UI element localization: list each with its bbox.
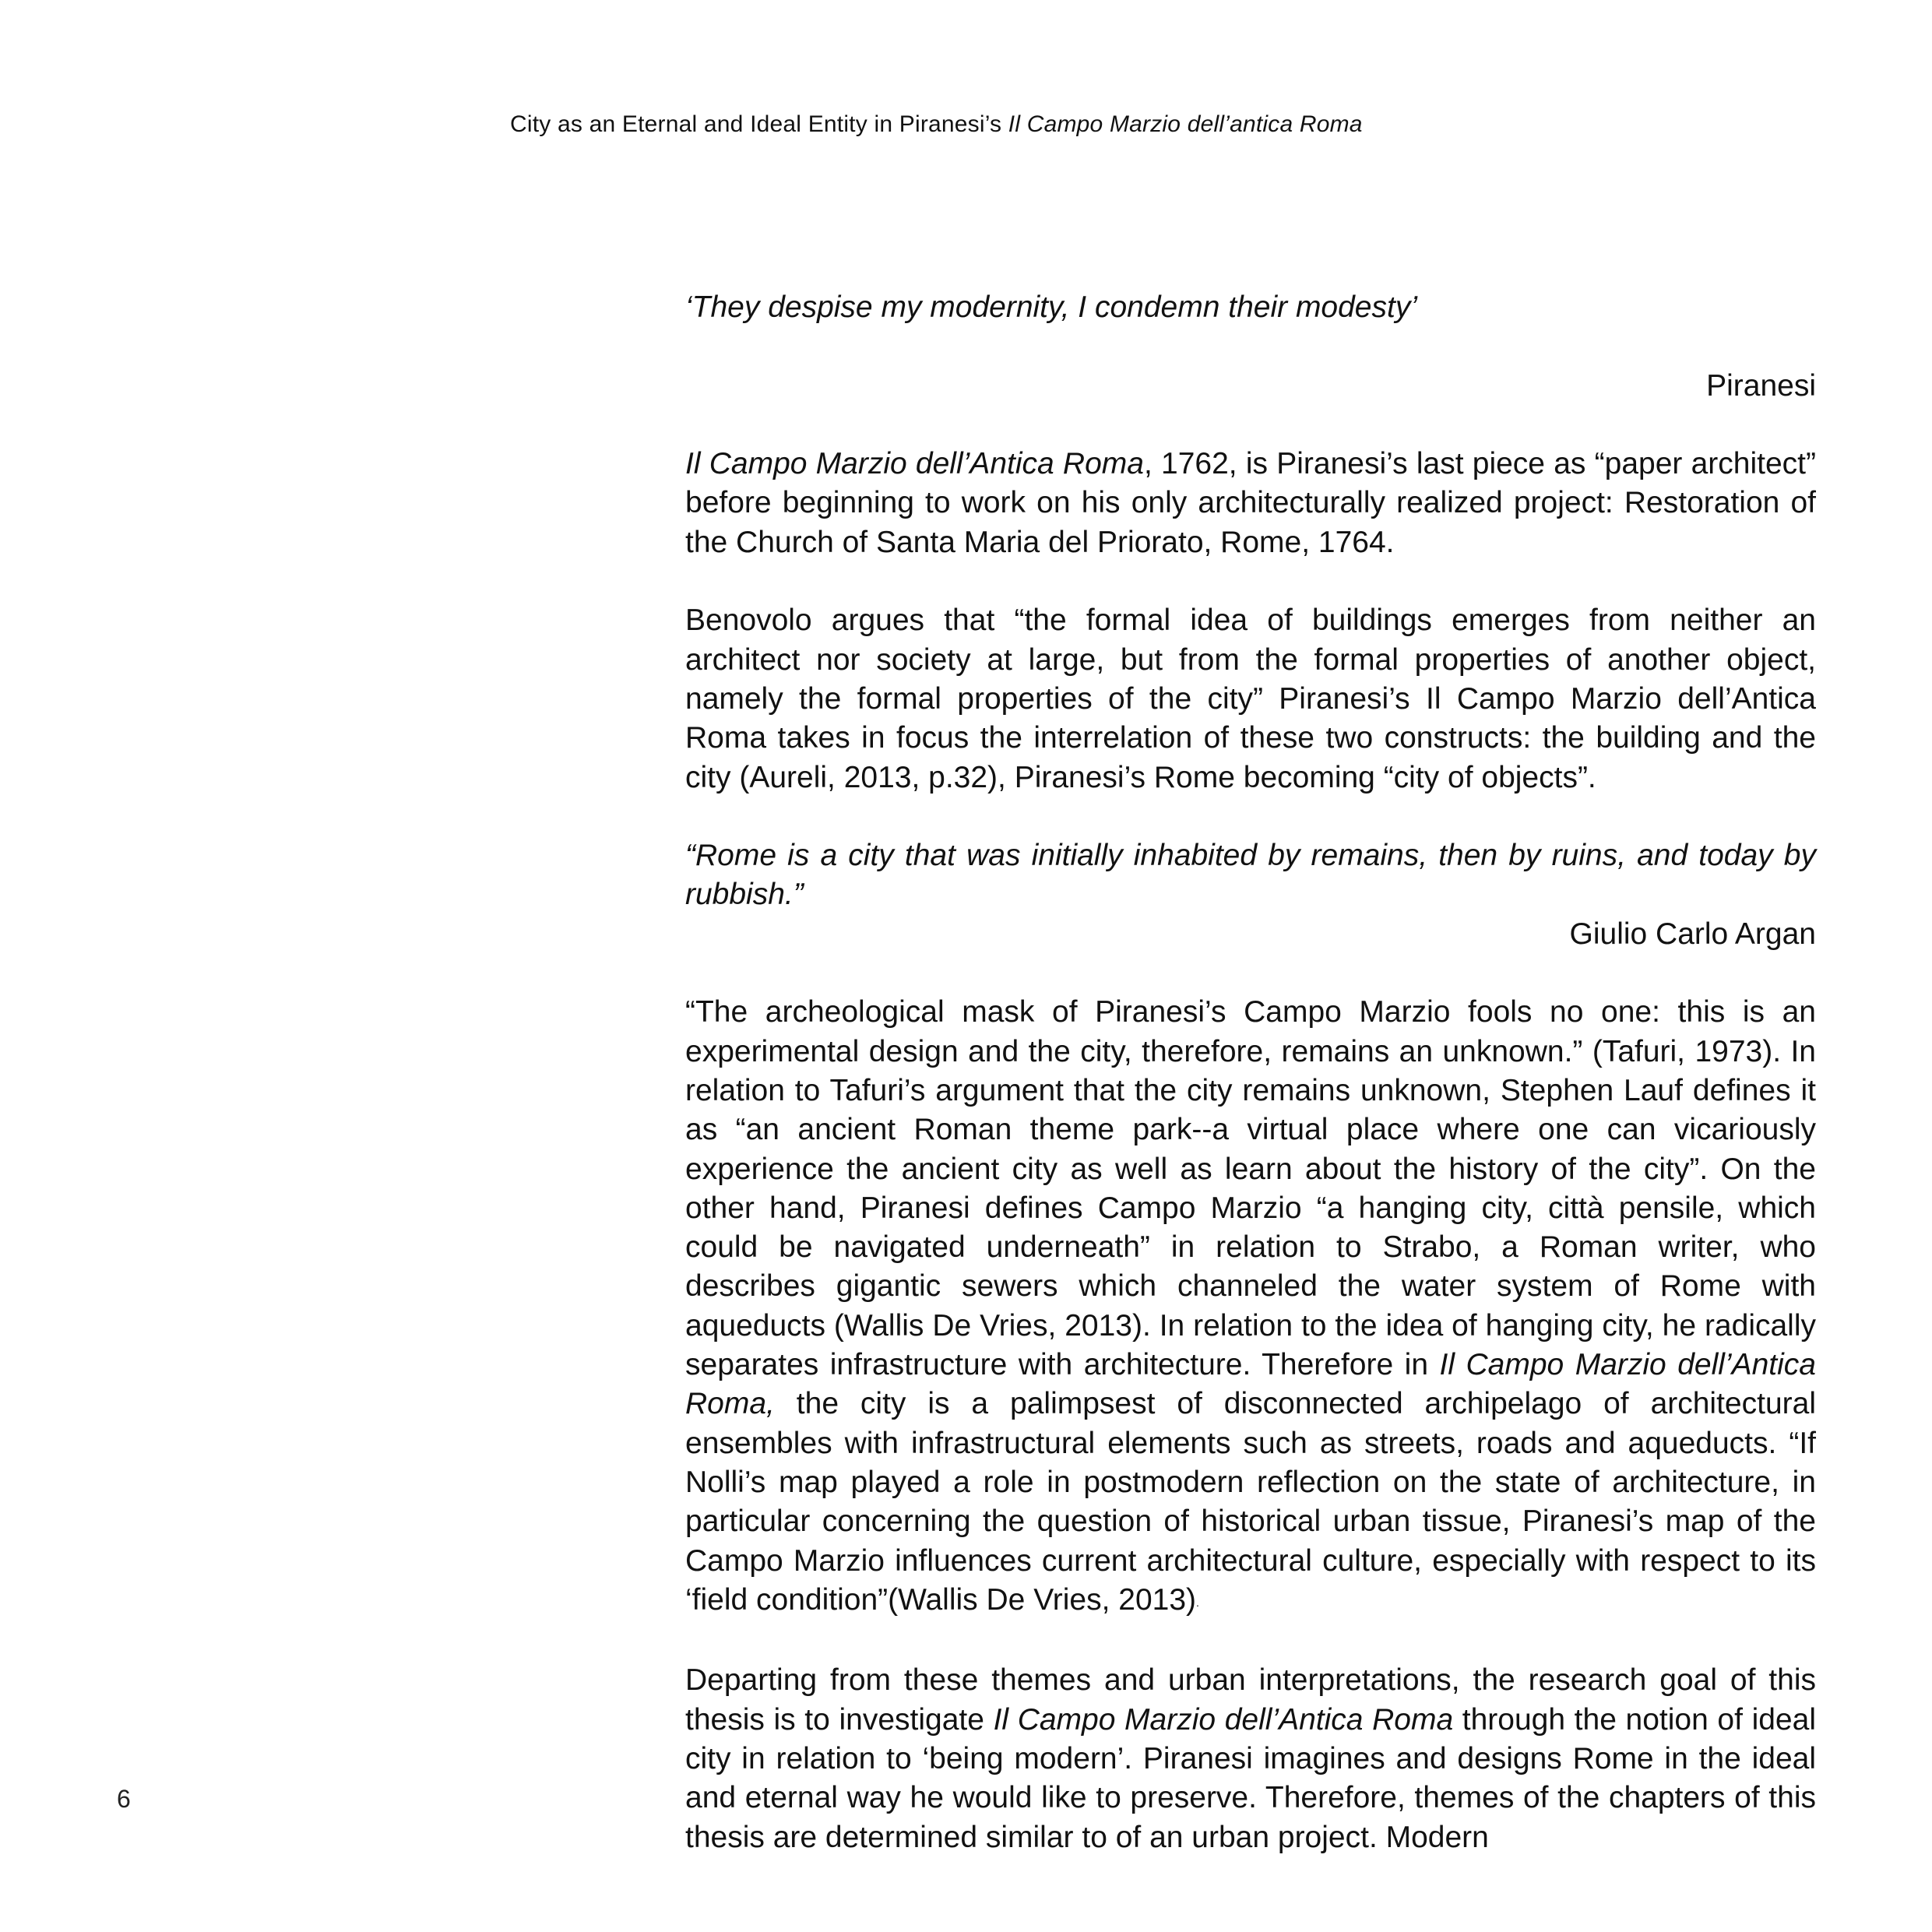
page-number: 6 [117, 1785, 131, 1813]
epigraph-quote-argan: “Rome is a city that was initially inhabited by remains, then by ruins, and today by rubbish.” [685, 839, 1816, 912]
paragraph-research-goal-text-a: Departing from these themes and urban interpretations, the research goal of this thesis is to investigate [685, 1663, 1816, 1737]
body-text-column [685, 288, 1816, 1896]
epigraph-quote-piranesi: ‘They despise my modernity, I condemn their modesty’ [685, 290, 1417, 324]
running-header-italic-title: Il Campo Marzio dell’antica Roma [1008, 111, 1363, 137]
paragraph-research-goal-italic-title: Il Campo Marzio dell’Antica Roma [993, 1702, 1454, 1737]
paragraph-intro-text: , 1762, is Piranesi’s last piece as “paper architect” before beginning to work on his only architecturally realized project: Restoration of the Church of Santa Maria del Priorato, Rome, 1764. [685, 447, 1816, 559]
running-header-text: City as an Eternal and Ideal Entity in Piranesi’s [510, 111, 1008, 137]
epigraph-author-argan: Giulio Carlo Argan [1569, 917, 1816, 951]
paragraph-research-goal-text-b: through the notion of ideal city in relation to ‘being modern’. Piranesi imagines and designs Rome in the ideal and eternal way he would like to preserve. Therefore, themes of the chapters of this thesis are determined similar to of an urban project. Modern [685, 1702, 1816, 1854]
paragraph-tafuri [685, 993, 1816, 1622]
paragraph-intro-italic-title: Il Campo Marzio dell’Antica Roma [685, 447, 1144, 481]
paragraph-tafuri-italic-title: Il Campo Marzio dell’Antica Roma, [685, 1348, 1816, 1421]
paragraph-tafuri-text-a: “The archeological mask of Piranesi’s Campo Marzio fools no one: this is an experimental design and the city, therefore, remains an unknown.” (Tafuri, 1973). In relation to Tafuri’s argument that the city remains unknown, Stephen Lauf defines it as “an ancient Roman theme park--a virtual place where one can vicariously experience the ancient city as well as learn about the history of the city”. On the other hand, Piranesi defines Campo Marzio “a hanging city, città pensile, which could be navigated underneath” in relation to Strabo, a Roman writer, who describes gigantic sewers which channeled the water system of Rome with aqueducts (Wallis De Vries, 2013). In relation to the idea of hanging city, he radically separates infrastructure with architecture. Therefore in [685, 995, 1816, 1382]
epigraph-author-piranesi: Piranesi [1706, 368, 1816, 403]
running-header [510, 109, 1363, 140]
paragraph-benovolo: Benovolo argues that “the formal idea of buildings emerges from neither an architect nor society at large, but from the formal properties of another object, namely the formal properties of the city” Piranesi’s Il Campo Marzio dell’Antica Roma takes in focus the interrelation of these two constructs: the building and the city (Aureli, 2013, p.32), Piranesi’s Rome becoming “city of objects”. [685, 604, 1816, 794]
paragraph-tafuri-trailing-mark: . [1196, 1596, 1199, 1609]
paragraph-research-goal [685, 1661, 1816, 1856]
paragraph-intro [685, 445, 1816, 562]
paragraph-tafuri-text-b: the city is a palimpsest of disconnected archipelago of architectural ensembles with infrastructural elements such as streets, roads and aqueducts. “If Nolli’s map played a role in postmodern reflection on the state of architecture, in particular concerning the question of historical urban tissue, Piranesi’s map of the Campo Marzio influences current architectural culture, especially with respect to its ‘field condition”(Wallis De Vries, 2013) [685, 1387, 1816, 1617]
